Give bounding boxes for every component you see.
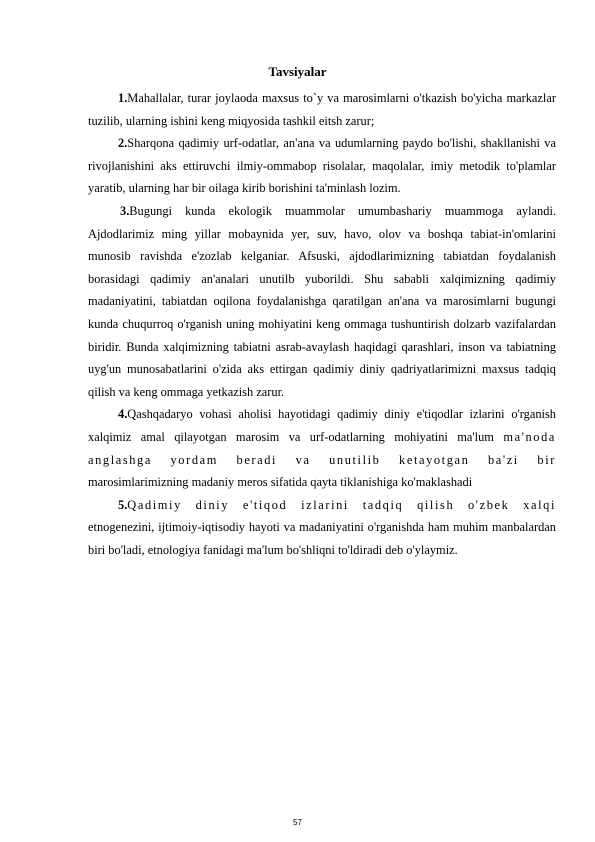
recommendation-paragraph-1 (88, 87, 556, 132)
recommendations-body (88, 87, 556, 561)
paragraph-number: 4. (118, 407, 128, 422)
paragraph-text-spaced: ma'noda anglashga yordam beradi va unutilib ketayotgan ba'zi bir (88, 429, 556, 467)
paragraph-text: Sharqona qadimiy urf-odatlar, an'ana va udumlarning paydo bo'lishi, shakllanishi va rivojlanishini aks ettiruvchi ilmiy-ommabop risolalar, maqolalar, imiy metodik to'plamlar yaratib, ularning har bir oilaga kirib borishini ta'minlash lozim. (88, 136, 556, 196)
paragraph-number: 5. (118, 497, 128, 512)
page-number: 57 (293, 818, 302, 827)
recommendation-paragraph-5 (88, 494, 556, 562)
paragraph-number: 2. (118, 136, 128, 151)
paragraph-text-end: etnogenezini, ijtimoiy-iqtisodiy hayoti va madaniyatini o'rganishda ham muhim manbalardan biri bo'ladi, etnologiya fanidagi ma'lum bo'shliqni to'ldiradi deb o'ylaymiz. (88, 520, 556, 557)
paragraph-text-spaced: Qadimiy diniy e'tiqod izlarini tadqiq qilish o'zbek xalqi (127, 497, 556, 512)
recommendation-paragraph-3 (88, 200, 556, 403)
paragraph-number: 1. (118, 91, 128, 105)
page-title: Tavsiyalar (268, 64, 327, 79)
paragraph-text: Bugungi kunda ekologik muammolar umumbashariy muammoga aylandi. Ajdodlarimiz ming yillar mobaynida yer, suv, havo, olov va boshqa tabiat-in'omlarini munosib ravishda e'zozlab kelganiar. Afsuski, ajdodlarimizning tabiatdan foydalanish borasidagi qadimiy an'analari unutilb yuborildi. Shu sababli xalqimizning qadimiy madaniyatini, tabiatdan oqilona foydalanishga qaratilgan an'ana va marosimlarni bugungi kunda chuqurroq o'rganish uning mohiyatini keng ommaga tushuntirish dolzarb vazifalardan biridir. Bunda xalqimizning tabiatni asrab-avaylash haqidagi qarashlari, inson va tabiatning uyg'un munosabatlarini o'zida aks ettirgan qadimiy diniy qadriyatlarimizni maxsus tadqiq qilish va keng ommaga yetkazish zarur. (88, 203, 556, 399)
paragraph-text: Mahallalar, turar joylaoda maxsus to`y va marosimlarni o'tkazish bo'yicha markazlar tuzilib, ularning ishini keng miqyosida tashkil eitsh zarur; (88, 91, 556, 128)
paragraph-text-end: marosimlarimizning madaniy meros sifatida qayta tiklanishiga ko'maklashadi (88, 475, 473, 490)
recommendation-paragraph-2 (88, 132, 556, 200)
paragraph-number: 3. (120, 203, 130, 218)
paragraph-text: Qashqadaryo vohasi aholisi hayotidagi qadimiy diniy e'tiqodlar izlarini o'rganish xalqimiz amal qilayotgan marosim va urf-odatlarning mohiyatini ma'lum (88, 407, 556, 444)
recommendation-paragraph-4 (88, 403, 556, 493)
